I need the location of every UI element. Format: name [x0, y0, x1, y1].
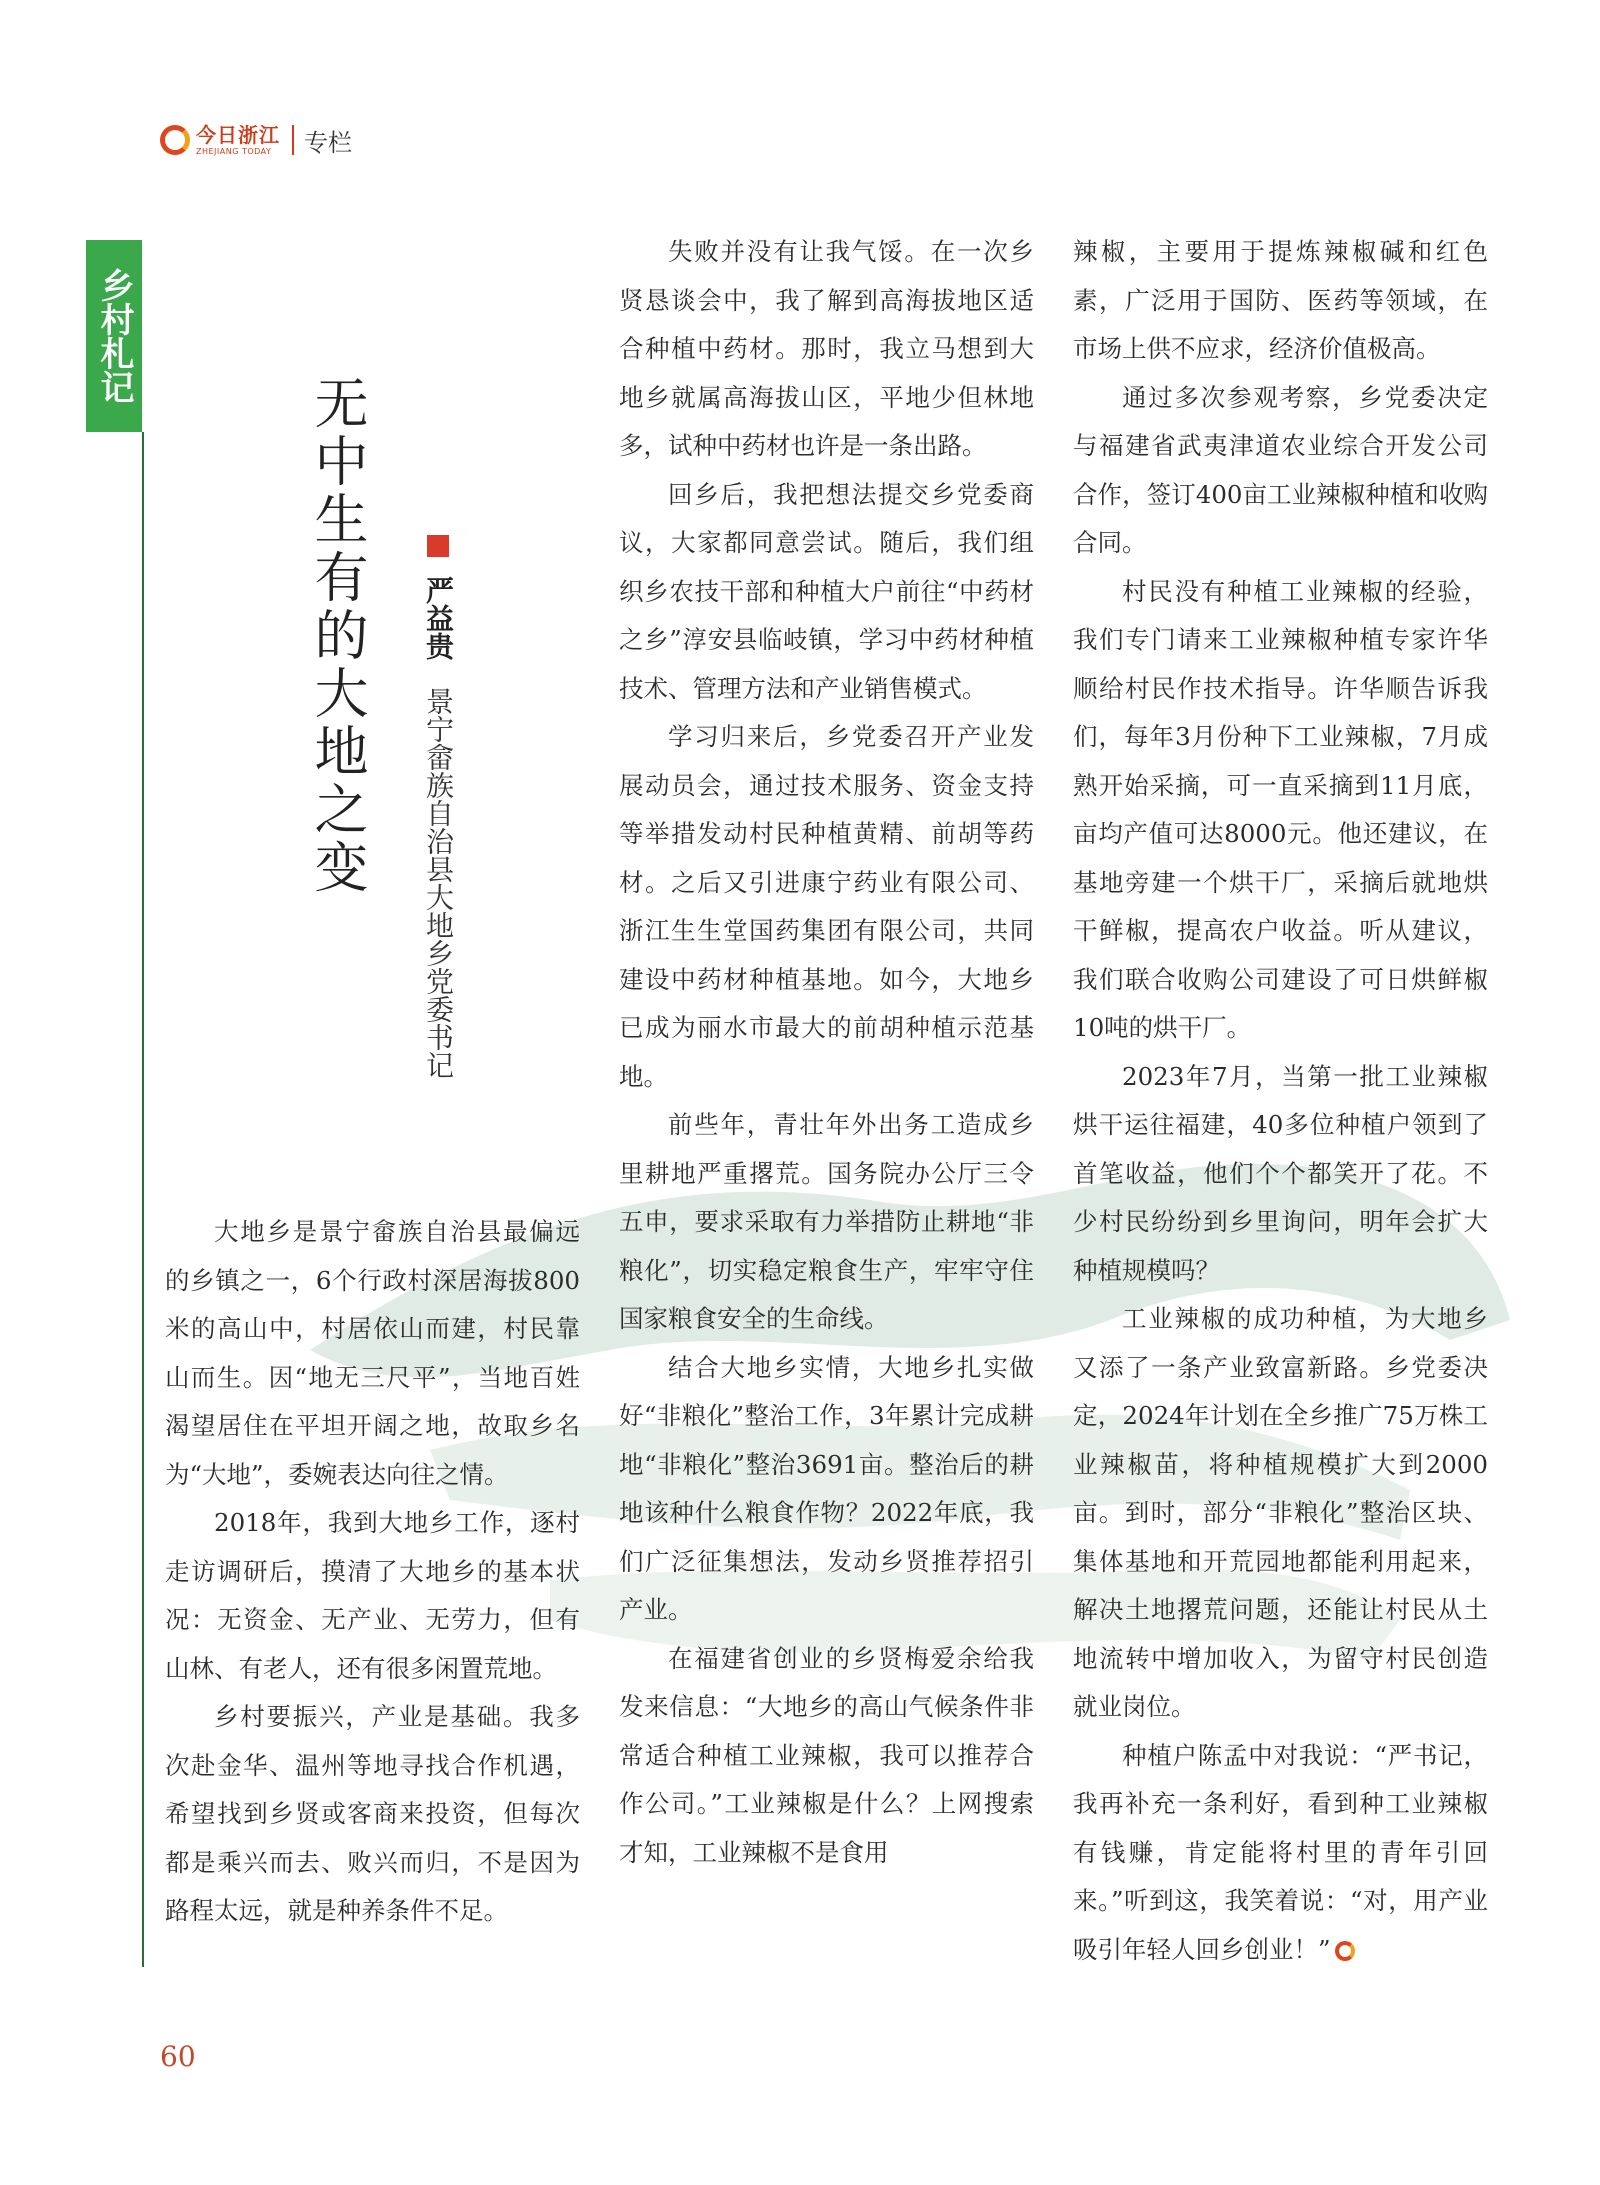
paragraph: 2018年，我到大地乡工作，逐村走访调研后，摸清了大地乡的基本状况：无资金、无产业、无劳力，但有山林、有老人，还有很多闲置荒地。: [165, 1508, 580, 1683]
end-mark-icon: [1335, 1941, 1355, 1961]
magazine-logo-icon: [160, 125, 190, 155]
text-column-1: [165, 1208, 580, 1936]
paragraph: 辣椒，主要用于提炼辣椒碱和红色素，广泛用于国防、医药等领域，在市场上供不应求，经济价值极高。: [1073, 237, 1488, 363]
paragraph: 结合大地乡实情，大地乡扎实做好“非粮化”整治工作，3年累计完成耕地“非粮化”整治3691亩。整治后的耕地该种什么粮食作物？2022年底，我们广泛征集想法，发动乡贤推荐招引产业。: [619, 1352, 1034, 1624]
paragraph: 失败并没有让我气馁。在一次乡贤恳谈会中，我了解到高海拔地区适合种植中药材。那时，我立马想到大地乡就属高海拔山区，平地少但林地多，试种中药材也许是一条出路。: [619, 237, 1034, 460]
page-number: 60: [160, 2040, 196, 2073]
text-column-2: [619, 228, 1034, 1877]
paragraph: 2023年7月，当第一批工业辣椒烘干运往福建，40多位种植户领到了首笔收益，他们个个都笑开了花。不少村民纷纷到乡里询问，明年会扩大种植规模吗？: [1073, 1061, 1488, 1285]
text-column-3: [1073, 228, 1488, 1974]
left-divider-rule: [142, 432, 144, 1967]
paragraph: 回乡后，我把想法提交乡党委商议，大家都同意尝试。随后，我们组织乡农技干部和种植大户前往“中药材之乡”淳安县临岐镇，学习中药材种植技术、管理方法和产业销售模式。: [619, 479, 1034, 703]
logo-chinese: 今日浙江: [196, 122, 280, 147]
logo-english: ZHEJIANG TODAY: [196, 146, 272, 156]
paragraph: 村民没有种植工业辣椒的经验，我们专门请来工业辣椒种植专家许华顺给村民作技术指导。许华顺告诉我们，每年3月份种下工业辣椒，7月成熟开始采摘，可一直采摘到11月底，亩均产值可达8000元。他还建议，在基地旁建一个烘干厂，采摘后就地烘干鲜椒，提高农户收益。听从建议，我们联合收购公司建设了可日烘鲜椒10吨的烘干厂。: [1073, 576, 1488, 1042]
author-name: 严益贵: [422, 575, 455, 660]
paragraph: 通过多次参观考察，乡党委决定与福建省武夷津道农业综合开发公司合作，签订400亩工业辣椒种植和收购合同。: [1073, 382, 1488, 557]
byline-marker-icon: [427, 535, 449, 557]
author-role: 景宁畲族自治县大地乡党委书记: [422, 686, 455, 1079]
paragraph: 在福建省创业的乡贤梅爱余给我发来信息：“大地乡的高山气候条件非常适合种植工业辣椒，我可以推荐合作公司。”工业辣椒是什么？上网搜索才知，工业辣椒不是食用: [619, 1643, 1034, 1867]
paragraph: 学习归来后，乡党委召开产业发展动员会，通过技术服务、资金支持等举措发动村民种植黄精、前胡等药材。之后又引进康宁药业有限公司、浙江生生堂国药集团有限公司，共同建设中药材种植基地。如今，大地乡已成为丽水市最大的前胡种植示范基地。: [619, 722, 1034, 1091]
paragraph: 工业辣椒的成功种植，为大地乡又添了一条产业致富新路。乡党委决定，2024年计划在全乡推广75万株工业辣椒苗，将种植规模扩大到2000亩。到时，部分“非粮化”整治区块、集体基地和开荒园地都能利用起来，解决土地撂荒问题，还能让村民从土地流转中增加收入，为留守村民创造就业岗位。: [1073, 1304, 1488, 1721]
magazine-header: [160, 118, 352, 162]
paragraph: 乡村要振兴，产业是基础。我多次赴金华、温州等地寻找合作机遇，希望找到乡贤或客商来投资，但每次都是乘兴而去、败兴而归，不是因为路程太远，就是种养条件不足。: [165, 1702, 580, 1925]
header-divider: [292, 125, 294, 155]
paragraph-final: [1073, 1732, 1488, 1975]
byline: [420, 535, 456, 1079]
final-paragraph-text: 种植户陈孟中对我说：“严书记，我再补充一条利好，看到种工业辣椒有钱赚，肯定能将村里的青年引回来。”听到这，我笑着说：“对，用产业吸引年轻人回乡创业！”: [1073, 1740, 1488, 1964]
paragraph: 前些年，青壮年外出务工造成乡里耕地严重撂荒。国务院办公厅三令五申，要求采取有力举措防止耕地“非粮化”，切实稳定粮食生产，牢牢守住国家粮食安全的生命线。: [619, 1110, 1034, 1333]
magazine-logo: [196, 122, 280, 156]
section-tab: 乡村札记: [86, 240, 142, 432]
paragraph: 大地乡是景宁畲族自治县最偏远的乡镇之一，6个行政村深居海拔800米的高山中，村居依山而建，村民靠山而生。因“地无三尺平”，当地百姓渴望居住在平坦开阔之地，故取乡名为“大地”，委婉表达向往之情。: [165, 1217, 580, 1489]
article-title: 无中生有的大地之变: [306, 375, 369, 897]
column-name: 专栏: [304, 128, 352, 157]
